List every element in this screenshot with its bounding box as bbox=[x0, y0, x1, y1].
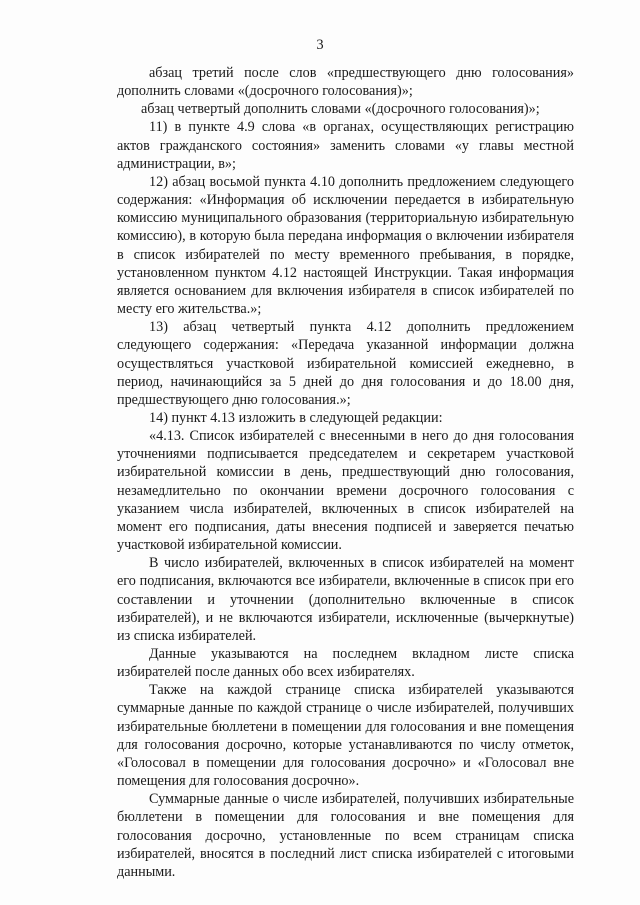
paragraph: абзац третий после слов «предшествующего дню голосования» дополнить словами «(досрочного голосования)»; bbox=[117, 65, 574, 100]
paragraph: «4.13. Список избирателей с внесенными в него до дня голосования уточнениями подписывается председателем и секретарем участковой избирательной комиссии в день, предшествующий дню голосования, незамедлительно по окончании времени досрочного голосования с указанием числа избирателей, включенных в список избирателей на момент его подписания, даты внесения подписей и заверяется печатью участковой избирательной комиссии. bbox=[117, 428, 574, 554]
paragraph: 11) в пункте 4.9 слова «в органах, осуществляющих регистрацию актов гражданского состояния» заменить словами «у главы местной администрации, в»; bbox=[117, 119, 574, 172]
page-number: 3 bbox=[316, 37, 324, 53]
paragraph: абзац четвертый дополнить словами «(досрочного голосования)»; bbox=[141, 101, 540, 118]
paragraph: Также на каждой странице списка избирателей указываются суммарные данные по каждой странице о числе избирателей, получивших избирательные бюллетени в помещении для голосования и вне помещения для голосования досрочно, которые устанавливаются по числу отметок, «Голосовал в помещении для голосования досрочно» и «Голосовал вне помещения для голосования досрочно». bbox=[117, 682, 574, 790]
paragraph: 12) абзац восьмой пункта 4.10 дополнить предложением следующего содержания: «Информация об исключении передается в избирательную комиссию муниципального образования (территориальную избирательную комиссию), в которую была передана информация о включении избирателя в список избирателей по месту временного пребывания, в порядке, установленном пунктом 4.12 настоящей Инструкции. Такая информация является основанием для включения избирателя в список избирателей по месту его жительства.»; bbox=[117, 173, 574, 318]
paragraph: 13) абзац четвертый пункта 4.12 дополнить предложением следующего содержания: «Передача указанной информации должна осуществляться участковой избирательной комиссией ежедневно, в период, начинающийся за 5 дней до дня голосования и до 18.00 дня, предшествующего дню голосования.»; bbox=[117, 319, 574, 408]
paragraph: 14) пункт 4.13 изложить в следующей редакции: bbox=[149, 409, 443, 426]
document-body bbox=[117, 64, 574, 881]
paragraph: В число избирателей, включенных в список избирателей на момент его подписания, включаются все избиратели, включенные в список при его составлении и уточнении (дополнительно включенные в список избирателей), и не включаются избиратели, исключенные (вычеркнутые) из списка избирателей. bbox=[117, 555, 574, 644]
paragraph: Суммарные данные о числе избирателей, получивших избирательные бюллетени в помещении для голосования и вне помещения для голосования досрочно, установленные по всем страницам списка избирателей, вносятся в последний лист списка избирателей с итоговыми данными. bbox=[117, 791, 574, 880]
paragraph: Данные указываются на последнем вкладном листе списка избирателей после данных обо всех избирателях. bbox=[117, 646, 574, 681]
